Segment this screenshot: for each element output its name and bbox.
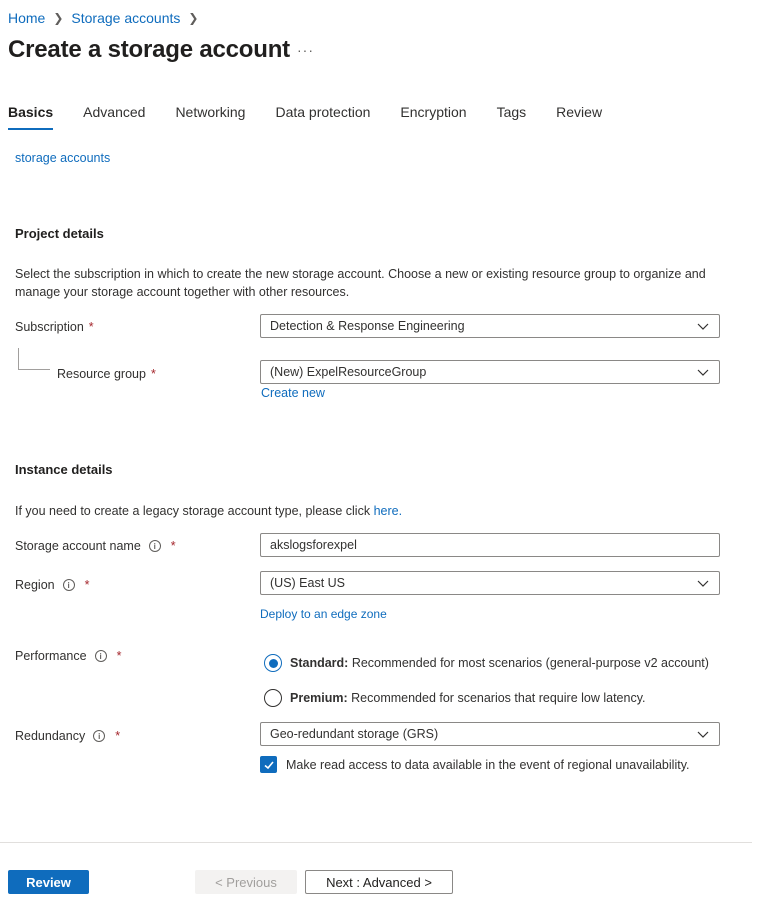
- subscription-dropdown[interactable]: [260, 314, 720, 338]
- required-marker: *: [150, 367, 156, 381]
- legacy-account-text-body: If you need to create a legacy storage account type, please click: [15, 504, 371, 518]
- resource-group-label: [57, 367, 156, 381]
- storage-account-name-label-text: Storage account name: [15, 539, 141, 553]
- create-new-link[interactable]: Create new: [261, 386, 325, 400]
- breadcrumb-home-link[interactable]: Home: [8, 10, 46, 26]
- redundancy-label: [15, 729, 120, 743]
- chevron-down-icon: [696, 319, 710, 333]
- read-access-text: Make read access to data available in the event of regional unavailability.: [286, 757, 690, 772]
- region-label-text: Region: [15, 578, 55, 592]
- resource-group-label-text: Resource group: [57, 367, 146, 381]
- region-value: (US) East US: [270, 576, 346, 590]
- subscription-label-text: Subscription: [15, 320, 84, 334]
- storage-accounts-link[interactable]: storage accounts: [15, 151, 111, 165]
- info-icon[interactable]: i: [95, 650, 107, 662]
- redundancy-value: Geo-redundant storage (GRS): [270, 727, 439, 741]
- subscription-label: [15, 320, 94, 334]
- breadcrumb-chevron-icon: ❯: [188, 11, 199, 25]
- chevron-down-icon: [696, 576, 710, 590]
- required-marker: *: [116, 649, 122, 663]
- tab-encryption[interactable]: Encryption: [400, 104, 467, 120]
- breadcrumb: [8, 10, 206, 26]
- required-marker: *: [88, 320, 94, 334]
- standard-option-text: [290, 656, 709, 670]
- info-icon[interactable]: i: [93, 730, 105, 742]
- legacy-here-link[interactable]: here.: [373, 504, 403, 518]
- tree-connector-horizontal: [18, 369, 50, 370]
- performance-label: [15, 649, 121, 663]
- performance-premium-option[interactable]: [264, 689, 646, 707]
- premium-option-text: [290, 691, 646, 705]
- project-details-heading: Project details: [15, 226, 104, 241]
- page-title: Create a storage account: [8, 36, 290, 63]
- standard-option-title: Standard:: [290, 656, 349, 670]
- region-dropdown[interactable]: [260, 571, 720, 595]
- info-icon[interactable]: i: [63, 579, 75, 591]
- breadcrumb-storage-accounts-link[interactable]: Storage accounts: [71, 10, 181, 26]
- chevron-down-icon: [696, 727, 710, 741]
- chevron-down-icon: [696, 365, 710, 379]
- tab-data-protection[interactable]: Data protection: [275, 104, 371, 120]
- project-details-description: Select the subscription in which to create the new storage account. Choose a new or existing resource group to organize and manage your storage account together with other resources.: [15, 267, 706, 299]
- tab-advanced[interactable]: Advanced: [83, 104, 146, 120]
- required-marker: *: [115, 729, 121, 743]
- tab-review[interactable]: Review: [556, 104, 603, 120]
- previous-button[interactable]: < Previous: [195, 870, 297, 894]
- review-button[interactable]: Review: [8, 870, 89, 894]
- checkmark-icon: [263, 759, 275, 771]
- breadcrumb-chevron-icon: ❯: [53, 11, 64, 25]
- next-advanced-button[interactable]: Next : Advanced >: [305, 870, 453, 894]
- info-icon[interactable]: i: [149, 540, 161, 552]
- instance-details-heading: Instance details: [15, 462, 113, 477]
- tab-networking[interactable]: Networking: [175, 104, 246, 120]
- subscription-value: Detection & Response Engineering: [270, 319, 465, 333]
- premium-option-title: Premium:: [290, 691, 348, 705]
- more-options-icon[interactable]: ···: [297, 42, 314, 58]
- footer-divider: [0, 842, 752, 843]
- redundancy-label-text: Redundancy: [15, 729, 86, 743]
- read-access-option[interactable]: [260, 756, 690, 773]
- legacy-account-text: [15, 502, 402, 520]
- required-marker: *: [84, 578, 90, 592]
- standard-radio[interactable]: [264, 654, 282, 672]
- tree-connector-vertical: [18, 348, 19, 369]
- standard-option-desc: Recommended for most scenarios (general-purpose v2 account): [351, 656, 709, 670]
- region-label: [15, 578, 90, 592]
- deploy-edge-zone-link[interactable]: Deploy to an edge zone: [260, 607, 387, 621]
- premium-option-desc: Recommended for scenarios that require low latency.: [351, 691, 646, 705]
- tab-bar: [8, 104, 632, 134]
- required-marker: *: [170, 539, 176, 553]
- performance-label-text: Performance: [15, 649, 87, 663]
- resource-group-dropdown[interactable]: [260, 360, 720, 384]
- storage-account-name-input[interactable]: akslogsforexpel: [260, 533, 720, 557]
- redundancy-dropdown[interactable]: [260, 722, 720, 746]
- tab-tags[interactable]: Tags: [496, 104, 527, 120]
- resource-group-value: (New) ExpelResourceGroup: [270, 365, 427, 379]
- tab-basics[interactable]: Basics: [8, 104, 53, 134]
- performance-standard-option[interactable]: [264, 654, 709, 672]
- read-access-checkbox[interactable]: [260, 756, 277, 773]
- premium-radio[interactable]: [264, 689, 282, 707]
- storage-account-name-label: [15, 539, 176, 553]
